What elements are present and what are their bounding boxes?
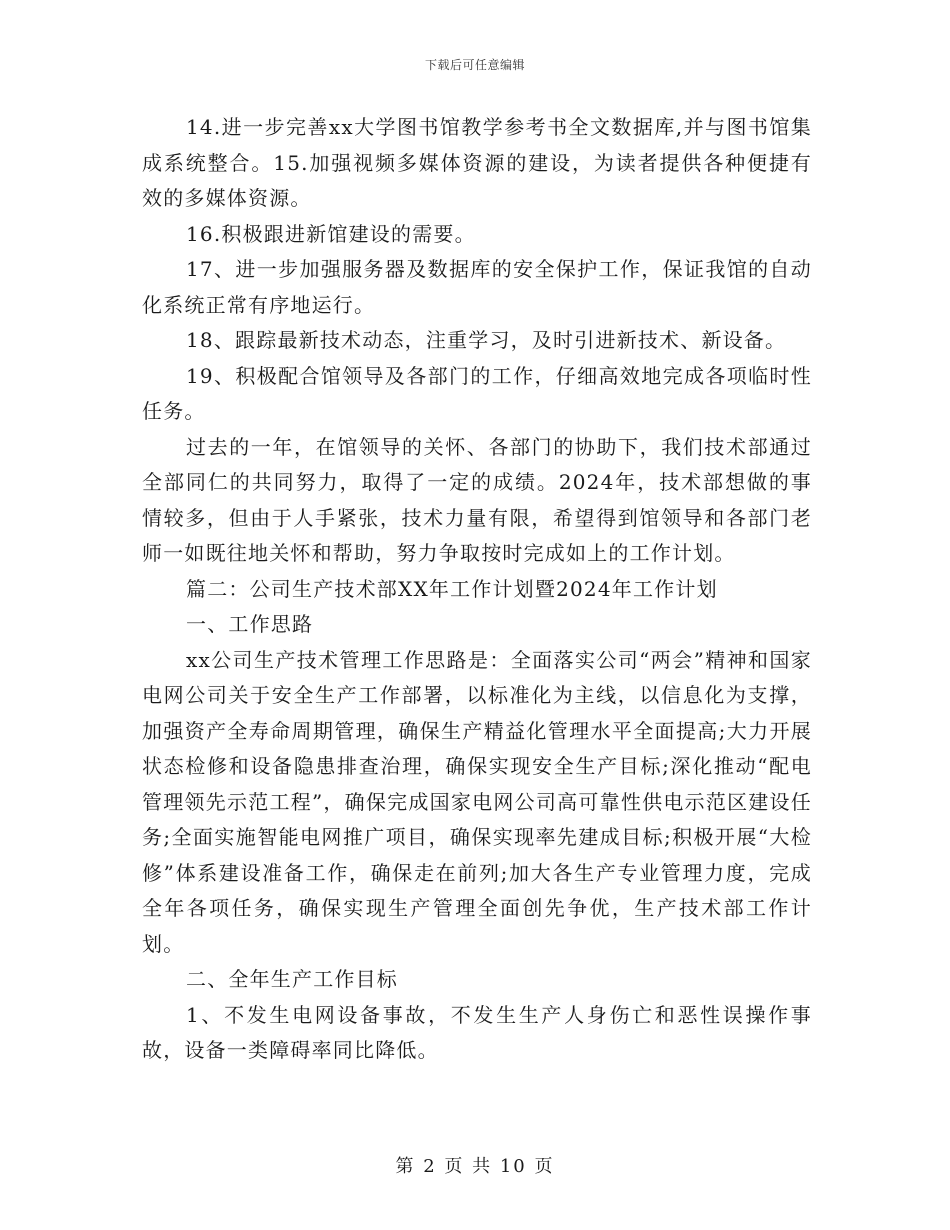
paragraph-goal-1: 1、不发生电网设备事故，不发生生产人身伤亡和恶性误操作事故，设备一类障碍率同比降低。 — [142, 1002, 812, 1062]
heading-work-ideas: 一、工作思路 — [186, 612, 314, 636]
paragraph-item-14-15: 14.进一步完善xx大学图书馆教学参考书全文数据库,并与图书馆集成系统整合。15.加强视频多媒体资源的建设，为读者提供各种便捷有效的多媒体资源。 — [142, 115, 812, 210]
paragraph-item-19: 19、积极配合馆领导及各部门的工作，仔细高效地完成各项临时性任务。 — [142, 363, 812, 423]
paragraph-summary: 过去的一年，在馆领导的关怀、各部门的协助下，我们技术部通过全部同仁的共同努力，取得了一定的成绩。2024年，技术部想做的事情较多，但由于人手紧张，技术力量有限，希望得到馆领导和各部门老师一如既往地关怀和帮助，努力争取按时完成如上的工作计划。 — [142, 434, 812, 565]
heading-annual-goals: 二、全年生产工作目标 — [186, 967, 398, 991]
section-title: 篇二：公司生产技术部XX年工作计划暨2024年工作计划 — [186, 576, 718, 601]
page-header: 下载后可任意编辑 — [424, 58, 525, 72]
paragraph-work-ideas: xx公司生产技术管理工作思路是：全面落实公司“两会”精神和国家电网公司关于安全生产工作部署，以标准化为主线，以信息化为支撑，加强资产全寿命周期管理，确保生产精益化管理水平全面提高;大力开展状态检修和设备隐患排查治理，确保实现安全生产目标;深化推动“配电管理领先示范工程”，确保完成国家电网公司高可靠性供电示范区建设任务;全面实施智能电网推广项目，确保实现率先建成目标;积极开展“大检修”体系建设准备工作，确保走在前列;加大各生产专业管理力度，完成全年各项任务，确保实现生产管理全面创先争优，生产技术部工作计划。 — [142, 647, 812, 956]
document-body — [142, 110, 812, 1069]
paragraph-item-17: 17、进一步加强服务器及数据库的安全保护工作，保证我馆的自动化系统正常有序地运行。 — [142, 257, 812, 317]
paragraph-item-16: 16.积极跟进新馆建设的需要。 — [186, 221, 476, 246]
page-footer: 第 2 页 共 10 页 — [395, 1156, 555, 1177]
paragraph-item-18: 18、跟踪最新技术动态，注重学习，及时引进新技术、新设备。 — [186, 328, 787, 352]
